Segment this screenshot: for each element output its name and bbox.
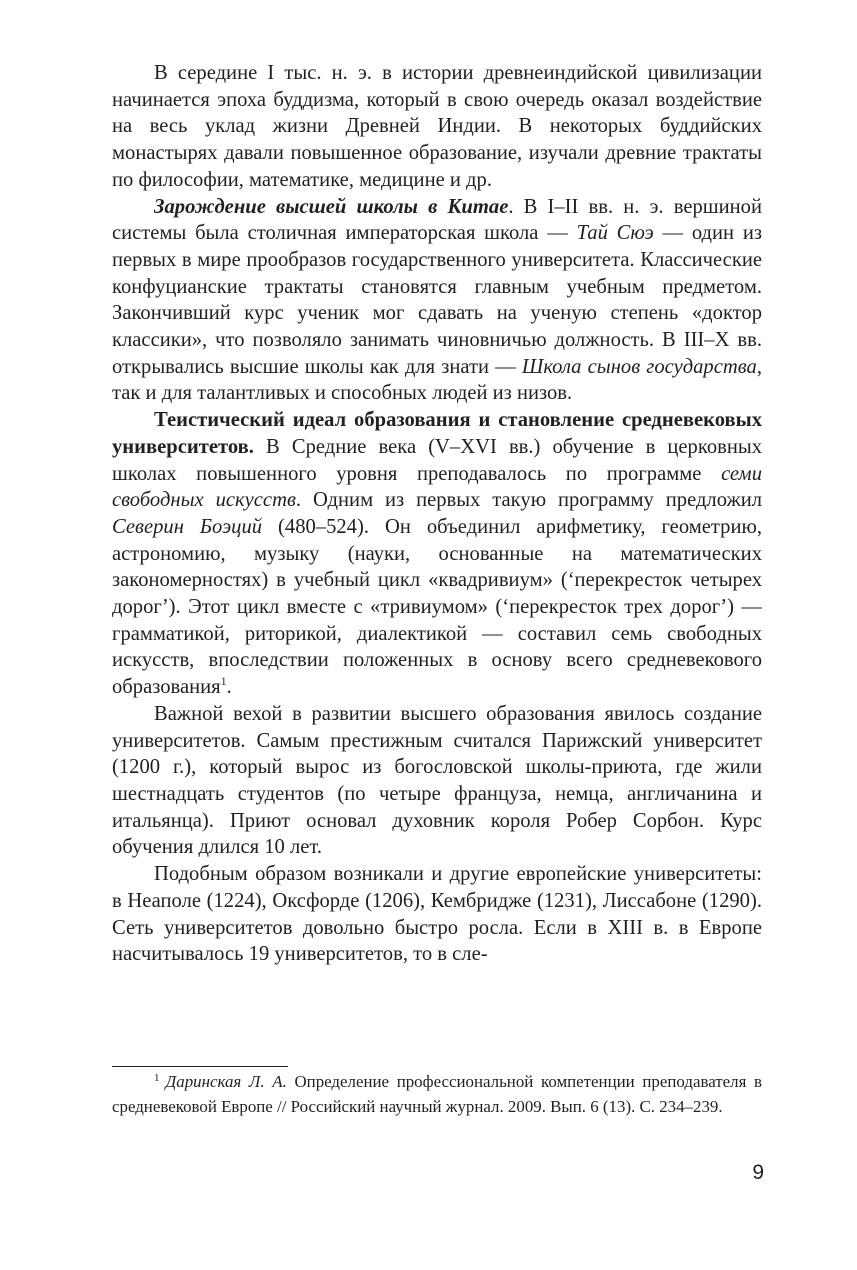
footnote-text: Определение профессиональной компетенции преподавателя в средневековой Европе // Российский научный журнал. 2009. Вып. 6 (13). С. 234–239. <box>112 1072 762 1116</box>
paragraph-medieval-text-4: . <box>226 676 232 699</box>
section-heading-theistic-ideal: Теистический идеал образования и становление средневековых университетов. <box>112 409 762 458</box>
footnote-author: Даринская Л. А. <box>165 1072 287 1091</box>
page-number: 9 <box>752 1161 764 1184</box>
paragraph-medieval-text-2: . Одним из первых такую программу предложил <box>295 489 763 512</box>
footnote <box>112 1070 762 1119</box>
paragraph-buddhism: В середине I тыс. н. э. в истории древнеиндийской цивилизации начинается эпоха буддизма, который в свою очередь оказал воздействие на весь уклад жизни Древней Индии. В некоторых буддийских монастырях давали повышенное образование, изучали древние трактаты по философии, математике, медицине и др. <box>112 62 762 191</box>
paragraph-medieval-text-3: (480–524). Он объединил арифметику, геометрию, астрономию, музыку (науки, основанные на математических закономерностях) в учебный цикл «квадривиум» (‘перекресток четырех дорог’). Этот цикл вместе с «тривиумом» (‘перекресток трех дорог’) — грамматикой, риторикой, диалектикой — составил семь свободных искусств, впоследствии положенных в основу всего средневекового образования <box>112 515 763 699</box>
term-tai-xue: Тай Сюэ <box>576 222 654 245</box>
footnote-reference[interactable]: 1 <box>220 674 227 689</box>
paragraph-medieval-universities <box>112 407 762 701</box>
footnote-divider <box>112 1066 288 1067</box>
paragraph-paris-university: Важной вехой в развитии высшего образования явилось создание университетов. Самым престижным считался Парижский университет (1200 г.), который вырос из богословской школы-приюта, где жили шестнадцать студентов (по четыре француза, немца, англичанина и итальянца). Приют основал духовник короля Робер Сорбон. Курс обучения длился 10 лет. <box>112 702 762 859</box>
paragraph-medieval-text-1: В Средние века (V–XVI вв.) обучение в церковных школах повышенного уровня преподавалось по программе <box>112 435 762 485</box>
paragraph-china-text-3: , так и для талантливых и способных людей из низов. <box>112 355 762 405</box>
term-school-of-sons: Школа сынов государства <box>521 355 757 378</box>
paragraph-china-text-1: . В I–II вв. н. э. вершиной системы была столичная императорская школа — <box>112 195 762 245</box>
paragraph-china <box>112 194 762 408</box>
term-seven-liberal-arts: семи свободных искусств <box>112 462 762 512</box>
page-body <box>112 60 762 968</box>
section-heading-china: Зарождение высшей школы в Китае <box>154 195 509 218</box>
term-severinus-boethius: Северин Боэций <box>112 515 263 538</box>
paragraph-china-text-2: — один из первых в мире прообразов государственного университета. Классические конфуцианские трактаты становятся главным учебным предметом. Закончивший курс ученик мог сдавать на ученую степень «доктор классики», что позволяло занимать чиновничью должность. В III–X вв. открывались высшие школы как для знати — <box>112 222 762 378</box>
paragraph-european-universities: Подобным образом возникали и другие европейские университеты: в Неаполе (1224), Оксфорде (1206), Кембридже (1231), Лиссабоне (1290). Сеть университетов довольно быстро росла. Если в XIII в. в Европе насчитывалось 19 университетов, то в сле- <box>112 863 762 966</box>
footnote-number: 1 <box>154 1072 160 1084</box>
